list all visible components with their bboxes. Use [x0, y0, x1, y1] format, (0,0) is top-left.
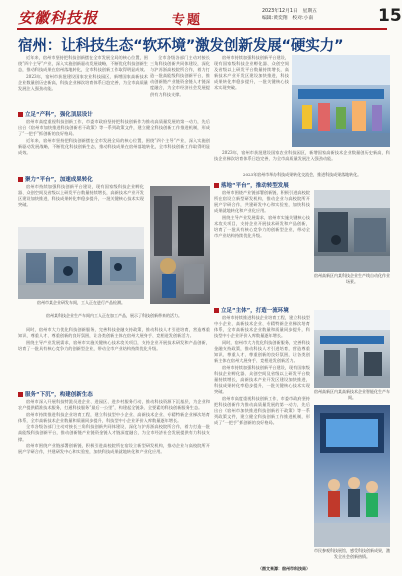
intro-paragraph: 近年来，宿州市坚持把科技创新摆在全市发展全局的核心位置，围绕“四个主导”产业，深入实施创新驱动发展战略，不断优化科技创新生态，推动科技成果在宿州落地转化，全市科技创新工作取得明显成效。	[18, 55, 148, 73]
science-exhibition-illustration	[314, 405, 390, 547]
section-2-body	[18, 184, 144, 224]
production-photo	[150, 186, 210, 304]
exhibition-photo	[292, 55, 390, 147]
body-paragraph: 宿州市高度重视科技创新工作，市委市政府坚持把科技创新作为推动高质量发展的第一动力，先后出台《宿州市加快推进科技创新若干政策》等一系列政策文件，建立健全科技创新工作推进机制，形成了“一把手”抓创新的良好格局。	[214, 395, 310, 426]
science-exhibition-photo	[314, 405, 390, 547]
section-5-heading	[18, 390, 93, 398]
factory-photo-illustration	[18, 227, 144, 299]
body-paragraph: 宿州市持续推进科技企业培育工程，建立科技型中小企业、高新技术企业、专精特新企业梯次培育体系，全市高新技术企业数量和质量同步提升，科技型中小企业评价入库数量逐年增长。	[18, 411, 210, 423]
production-line-photo	[314, 190, 390, 272]
production-photo-illustration	[150, 186, 210, 304]
smart-workshop-illustration	[314, 310, 390, 388]
science-exhibition-caption: 市民参观科技展馆，感受科技创新成果，激发全社会创新热情。	[314, 548, 390, 559]
body-paragraph: 宿州市持续加强科技创新平台建设，现有国家级科技企业孵化器、众创空间及省级以上研发平台数量持续增长，高新技术产业开发区建设加快推进，科技成果转化率稳步提升，一批关键核心技术实现突破。	[214, 364, 310, 395]
body-paragraph: 宿州市围绕产业链部署创新链，积极引进高校院所在宿设立新型研发机构，推动企业与高校院所开展产学研合作，共建研发中心和实验室，加快科技成果就地转化和产业化应用。	[18, 443, 210, 455]
issue-date: 2023年12月1日 星期五	[262, 9, 317, 14]
section-topic: 专题	[172, 13, 203, 28]
section-3-body	[214, 190, 310, 302]
body-paragraph: 宿州市深入开展科技特派员进企业、进园区、进乡村服务行动，推动科技资源下沉基层，为企业和农户提供精准技术服务，打通科技服务“最后一公里”，构建起全链条、全要素的科技创新服务生态。	[18, 399, 210, 411]
section-1-heading	[18, 110, 93, 118]
body-paragraph: 近年来，宿州市坚持把科技创新摆在全市发展全局的核心位置，围绕“四个主导”产业，深入实施创新驱动发展战略，不断优化科技创新生态，推动科技成果在宿州落地转化，全市科技创新工作取得明显成效。	[18, 137, 210, 155]
lower-left-body	[18, 327, 210, 385]
issue-editors: 编辑:黄奕翔 校对:小南	[262, 16, 314, 21]
body-paragraph: 围绕主导产业发展需求，宿州市实施关键核心技术攻关项目，支持企业开展技术研发和产品创新，培育了一批具有核心竞争力的创新型企业，带动全市产业结构持续优化升级。	[214, 214, 310, 239]
section-marker-icon	[18, 392, 23, 397]
body-paragraph: 全市各级各部门主动对接长三角科技创新共同体建设，深化与沪苏浙高校院所合作，着力打造一批高能级科技创新平台，推动创新链产业链资金链人才链深度融合，为全市经济社会发展提供有力科技支撑。	[18, 424, 210, 442]
masthead	[0, 0, 402, 30]
body-paragraph: 宿州市持续加强科技创新平台建设，现有国家级科技企业孵化器、众创空间及省级以上研发平台数量持续增长，高新技术产业开发区建设加快推进，科技成果转化率稳步提升，一批关键核心技术实现突破。	[214, 55, 289, 91]
production-line-illustration	[314, 190, 390, 272]
right-column-top	[214, 55, 289, 147]
body-paragraph: 宿州市持续推进科技企业培育工程，建立科技型中小企业、高新技术企业、专精特新企业梯次培育体系，全市高新技术企业数量和质量同步提升，科技型中小企业评价入库数量逐年增长。	[214, 315, 310, 339]
section-4-title: 立足“主体”，打造一流环境	[221, 308, 289, 314]
section-marker-icon	[214, 308, 219, 313]
page-headline: 宿州：让科技生态“软环境”激发创新发展“硬实力”	[18, 37, 344, 54]
right-column-mid	[214, 150, 390, 170]
factory-photo	[18, 227, 144, 299]
body-paragraph: 同时，宿州市大力优化科技创新服务，完善科技金融支持政策，推动科技人才引进培育，营造尊重知识、尊重人才、尊重创新的良好氛围，让各类创新主体在宿州大展身手、竞相迸发创新活力。	[18, 327, 210, 339]
section-4-heading	[214, 306, 289, 314]
body-paragraph: 围绕主导产业发展需求，宿州市实施关键核心技术攻关项目，支持企业开展技术研发和产品创新，培育了一批具有核心竞争力的创新型企业，带动全市产业结构持续优化升级。	[18, 339, 210, 351]
section-1-title: 立足“产科”，强化顶层设计	[25, 112, 93, 118]
body-paragraph: 宿州市高度重视科技创新工作，市委市政府坚持把科技创新作为推动高质量发展的第一动力，先后出台《宿州市加快推进科技创新若干政策》等一系列政策文件，建立健全科技创新工作推进机制，形成了“一把手”抓创新的良好格局。	[18, 119, 210, 137]
smart-workshop-caption: 宿州高新区内某高新技术企业智能化生产车间。	[314, 389, 390, 400]
masthead-rule	[17, 28, 387, 30]
newspaper-logo: 安徽科技报	[18, 9, 99, 27]
body-paragraph: 全市各级各部门主动对接长三角科技创新共同体建设，深化与沪苏浙高校院所合作，着力打造一批高能级科技创新平台，推动创新链产业链资金链人才链深度融合，为全市经济社会发展提供有力科技支撑。	[150, 55, 210, 97]
body-paragraph: 宿州市持续加强科技创新平台建设，现有国家级科技企业孵化器、众创空间及省级以上研发平台数量持续增长，高新技术产业开发区建设加快推进，科技成果转化率稳步提升，一批关键核心技术实现突破。	[18, 184, 144, 208]
section-2-heading	[18, 175, 93, 183]
intro-column	[18, 55, 148, 105]
exhibition-photo-illustration	[292, 55, 390, 147]
smart-workshop-photo	[314, 310, 390, 388]
section-marker-icon	[18, 112, 23, 117]
section-5-title: 服务“下沉”，构建创新生态	[25, 392, 93, 398]
body-paragraph: 宿州市围绕产业链部署创新链，积极引进高校院所在宿设立新型研发机构，推动企业与高校院所开展产学研合作，共建研发中心和实验室，加快科技成果就地转化和产业化应用。	[214, 190, 310, 214]
section-5-body	[18, 399, 210, 569]
section-3-title: 落地“平台”，推动转型发展	[221, 183, 289, 189]
section-4-body	[214, 315, 310, 569]
intro-paragraph: 2023年，宿州市获批建设国家农业科技园区，新增国家高新技术企业数量创历史新高，科技企业梯次培育体系日趋完善，为全市高质量发展注入强劲动能。	[18, 73, 148, 91]
exhibition-photo-caption: 2023年宿州市举办科技成果转化交流会，推进科技成果落地转化。	[242, 172, 362, 177]
production-photo-caption: 宿州某科技企业生产车间内工人正在加工产品，展示了科技创新带来的活力。	[46, 313, 182, 318]
section-3-heading	[214, 181, 289, 189]
body-paragraph: 同时，宿州市大力优化科技创新服务，完善科技金融支持政策，推动科技人才引进培育，营造尊重知识、尊重人才、尊重创新的良好氛围，让各类创新主体在宿州大展身手、竞相迸发创新活力。	[214, 339, 310, 364]
body-paragraph: 2023年，宿州市获批建设国家农业科技园区，新增国家高新技术企业数量创历史新高，科技企业梯次培育体系日趋完善，为全市高质量发展注入强劲动能。	[214, 150, 390, 162]
issue-meta	[262, 8, 377, 22]
production-line-caption: 宿州高新区内某科技企业生产线自动化作业场景。	[314, 273, 390, 284]
image-source-credit: （图文来源：宿州市科技局）	[258, 566, 310, 571]
section-1-body	[18, 119, 210, 171]
section-2-title: 聚力“平台”，加速成果转化	[25, 177, 93, 183]
section-marker-icon	[18, 177, 23, 182]
factory-photo-caption: 宿州市某企业研发车间，工人正在进行产品检测。	[37, 300, 125, 305]
page-number: 15	[378, 6, 402, 26]
section-marker-icon	[214, 183, 219, 188]
